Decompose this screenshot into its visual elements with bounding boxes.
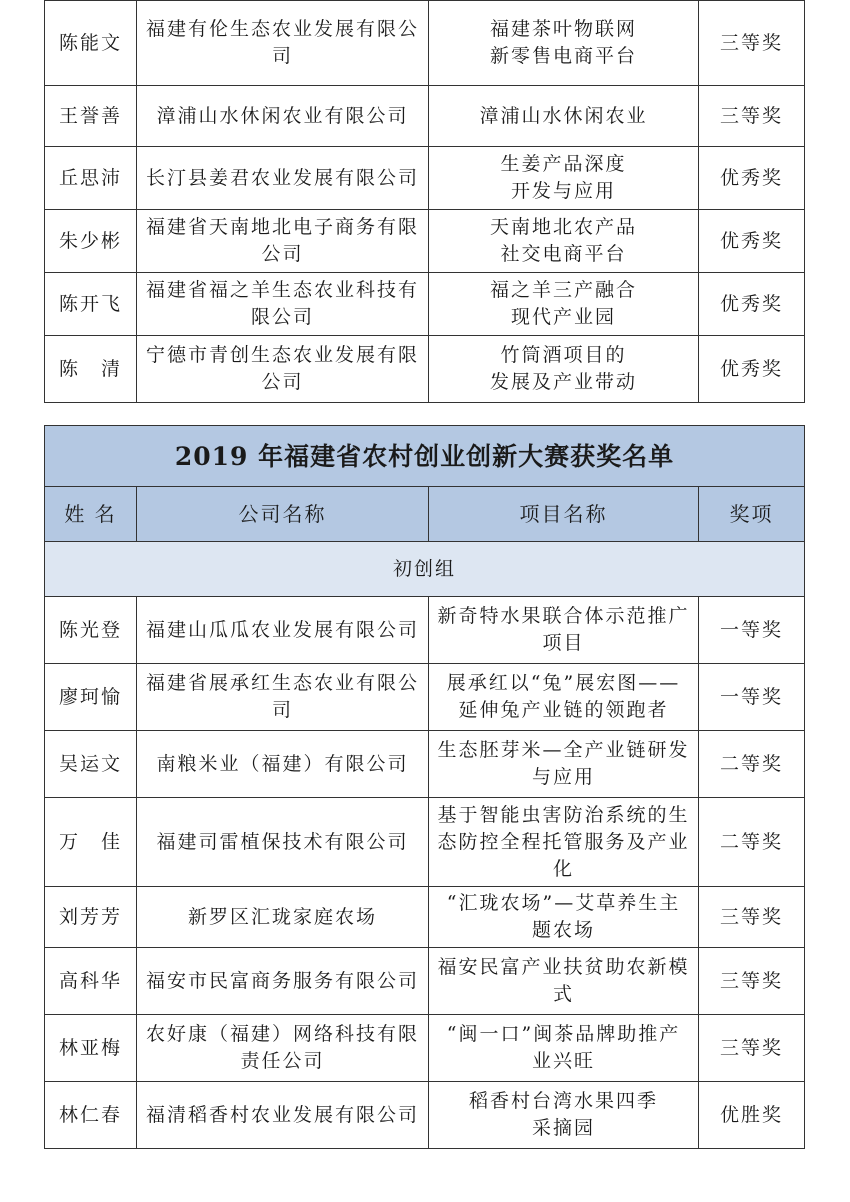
cell-project: 基于智能虫害防治系统的生态防控全程托管服务及产业化: [429, 798, 699, 887]
table-row: [45, 1015, 805, 1082]
cell-project: 福之羊三产融合 现代产业园: [429, 273, 699, 336]
cell-award: 二等奖: [699, 731, 805, 798]
cell-project: 生态胚芽米—全产业链研发与应用: [429, 731, 699, 798]
cell-company: 宁德市青创生态农业发展有限公司: [137, 336, 429, 403]
table-row: [45, 731, 805, 798]
cell-award: 优秀奖: [699, 273, 805, 336]
cell-name: 陈光登: [45, 597, 137, 664]
cell-company: 南粮米业（福建）有限公司: [137, 731, 429, 798]
table-row: [45, 1, 805, 86]
table-row: [45, 1082, 805, 1149]
cell-name: 廖珂愉: [45, 664, 137, 731]
table-title-row: [45, 426, 805, 487]
table-row: [45, 798, 805, 887]
cell-company: 福建省展承红生态农业有限公司: [137, 664, 429, 731]
cell-name: 丘思沛: [45, 147, 137, 210]
header-project: 项目名称: [429, 487, 699, 542]
cell-project: “闽一口”闽茶品牌助推产业兴旺: [429, 1015, 699, 1082]
cell-award: 三等奖: [699, 86, 805, 147]
cell-company: 新罗区汇珑家庭农场: [137, 887, 429, 948]
cell-award: 三等奖: [699, 887, 805, 948]
cell-company: 漳浦山水休闲农业有限公司: [137, 86, 429, 147]
table-row: [45, 597, 805, 664]
cell-company: 福建司雷植保技术有限公司: [137, 798, 429, 887]
cell-name: 陈开飞: [45, 273, 137, 336]
cell-award: 一等奖: [699, 664, 805, 731]
cell-company: 福建有伦生态农业发展有限公司: [137, 1, 429, 86]
cell-award: 二等奖: [699, 798, 805, 887]
cell-award: 一等奖: [699, 597, 805, 664]
awards-table-2019: [44, 425, 805, 1149]
cell-award: 三等奖: [699, 1, 805, 86]
table-row: [45, 887, 805, 948]
cell-award: 三等奖: [699, 948, 805, 1015]
header-award: 奖项: [699, 487, 805, 542]
table-row: [45, 664, 805, 731]
cell-project: 福安民富产业扶贫助农新模式: [429, 948, 699, 1015]
cell-award: 优秀奖: [699, 147, 805, 210]
cell-company: 福建山瓜瓜农业发展有限公司: [137, 597, 429, 664]
cell-name: 吴运文: [45, 731, 137, 798]
cell-name: 陈 清: [45, 336, 137, 403]
cell-name: 朱少彬: [45, 210, 137, 273]
cell-company: 福建省福之羊生态农业科技有限公司: [137, 273, 429, 336]
cell-name: 刘芳芳: [45, 887, 137, 948]
header-name: 姓 名: [45, 487, 137, 542]
table-header-row: [45, 487, 805, 542]
cell-name: 陈能文: [45, 1, 137, 86]
table-row: [45, 210, 805, 273]
cell-award: 优秀奖: [699, 210, 805, 273]
table-row: [45, 86, 805, 147]
cell-award: 优秀奖: [699, 336, 805, 403]
group-label: 初创组: [45, 542, 805, 597]
cell-award: 三等奖: [699, 1015, 805, 1082]
table-row: [45, 147, 805, 210]
cell-project: 展承红以“兔”展宏图——延伸兔产业链的领跑者: [429, 664, 699, 731]
group-row: [45, 542, 805, 597]
cell-name: 林仁春: [45, 1082, 137, 1149]
cell-project: 稻香村台湾水果四季 采摘园: [429, 1082, 699, 1149]
awards-table-continued: [44, 0, 805, 403]
cell-company: 福安市民富商务服务有限公司: [137, 948, 429, 1015]
cell-award: 优胜奖: [699, 1082, 805, 1149]
cell-name: 林亚梅: [45, 1015, 137, 1082]
cell-company: 福建省天南地北电子商务有限公司: [137, 210, 429, 273]
cell-name: 高科华: [45, 948, 137, 1015]
table-row: [45, 273, 805, 336]
cell-project: 生姜产品深度 开发与应用: [429, 147, 699, 210]
cell-name: 王誉善: [45, 86, 137, 147]
table-title: 2019 年福建省农村创业创新大赛获奖名单: [45, 426, 805, 487]
cell-company: 农好康（福建）网络科技有限责任公司: [137, 1015, 429, 1082]
cell-company: 福清稻香村农业发展有限公司: [137, 1082, 429, 1149]
cell-project: 新奇特水果联合体示范推广项目: [429, 597, 699, 664]
cell-project: “汇珑农场”—艾草养生主题农场: [429, 887, 699, 948]
cell-project: 漳浦山水休闲农业: [429, 86, 699, 147]
table-row: [45, 336, 805, 403]
cell-project: 福建茶叶物联网 新零售电商平台: [429, 1, 699, 86]
cell-company: 长汀县姜君农业发展有限公司: [137, 147, 429, 210]
cell-project: 竹筒酒项目的 发展及产业带动: [429, 336, 699, 403]
table-row: [45, 948, 805, 1015]
cell-project: 天南地北农产品 社交电商平台: [429, 210, 699, 273]
cell-name: 万 佳: [45, 798, 137, 887]
header-company: 公司名称: [137, 487, 429, 542]
